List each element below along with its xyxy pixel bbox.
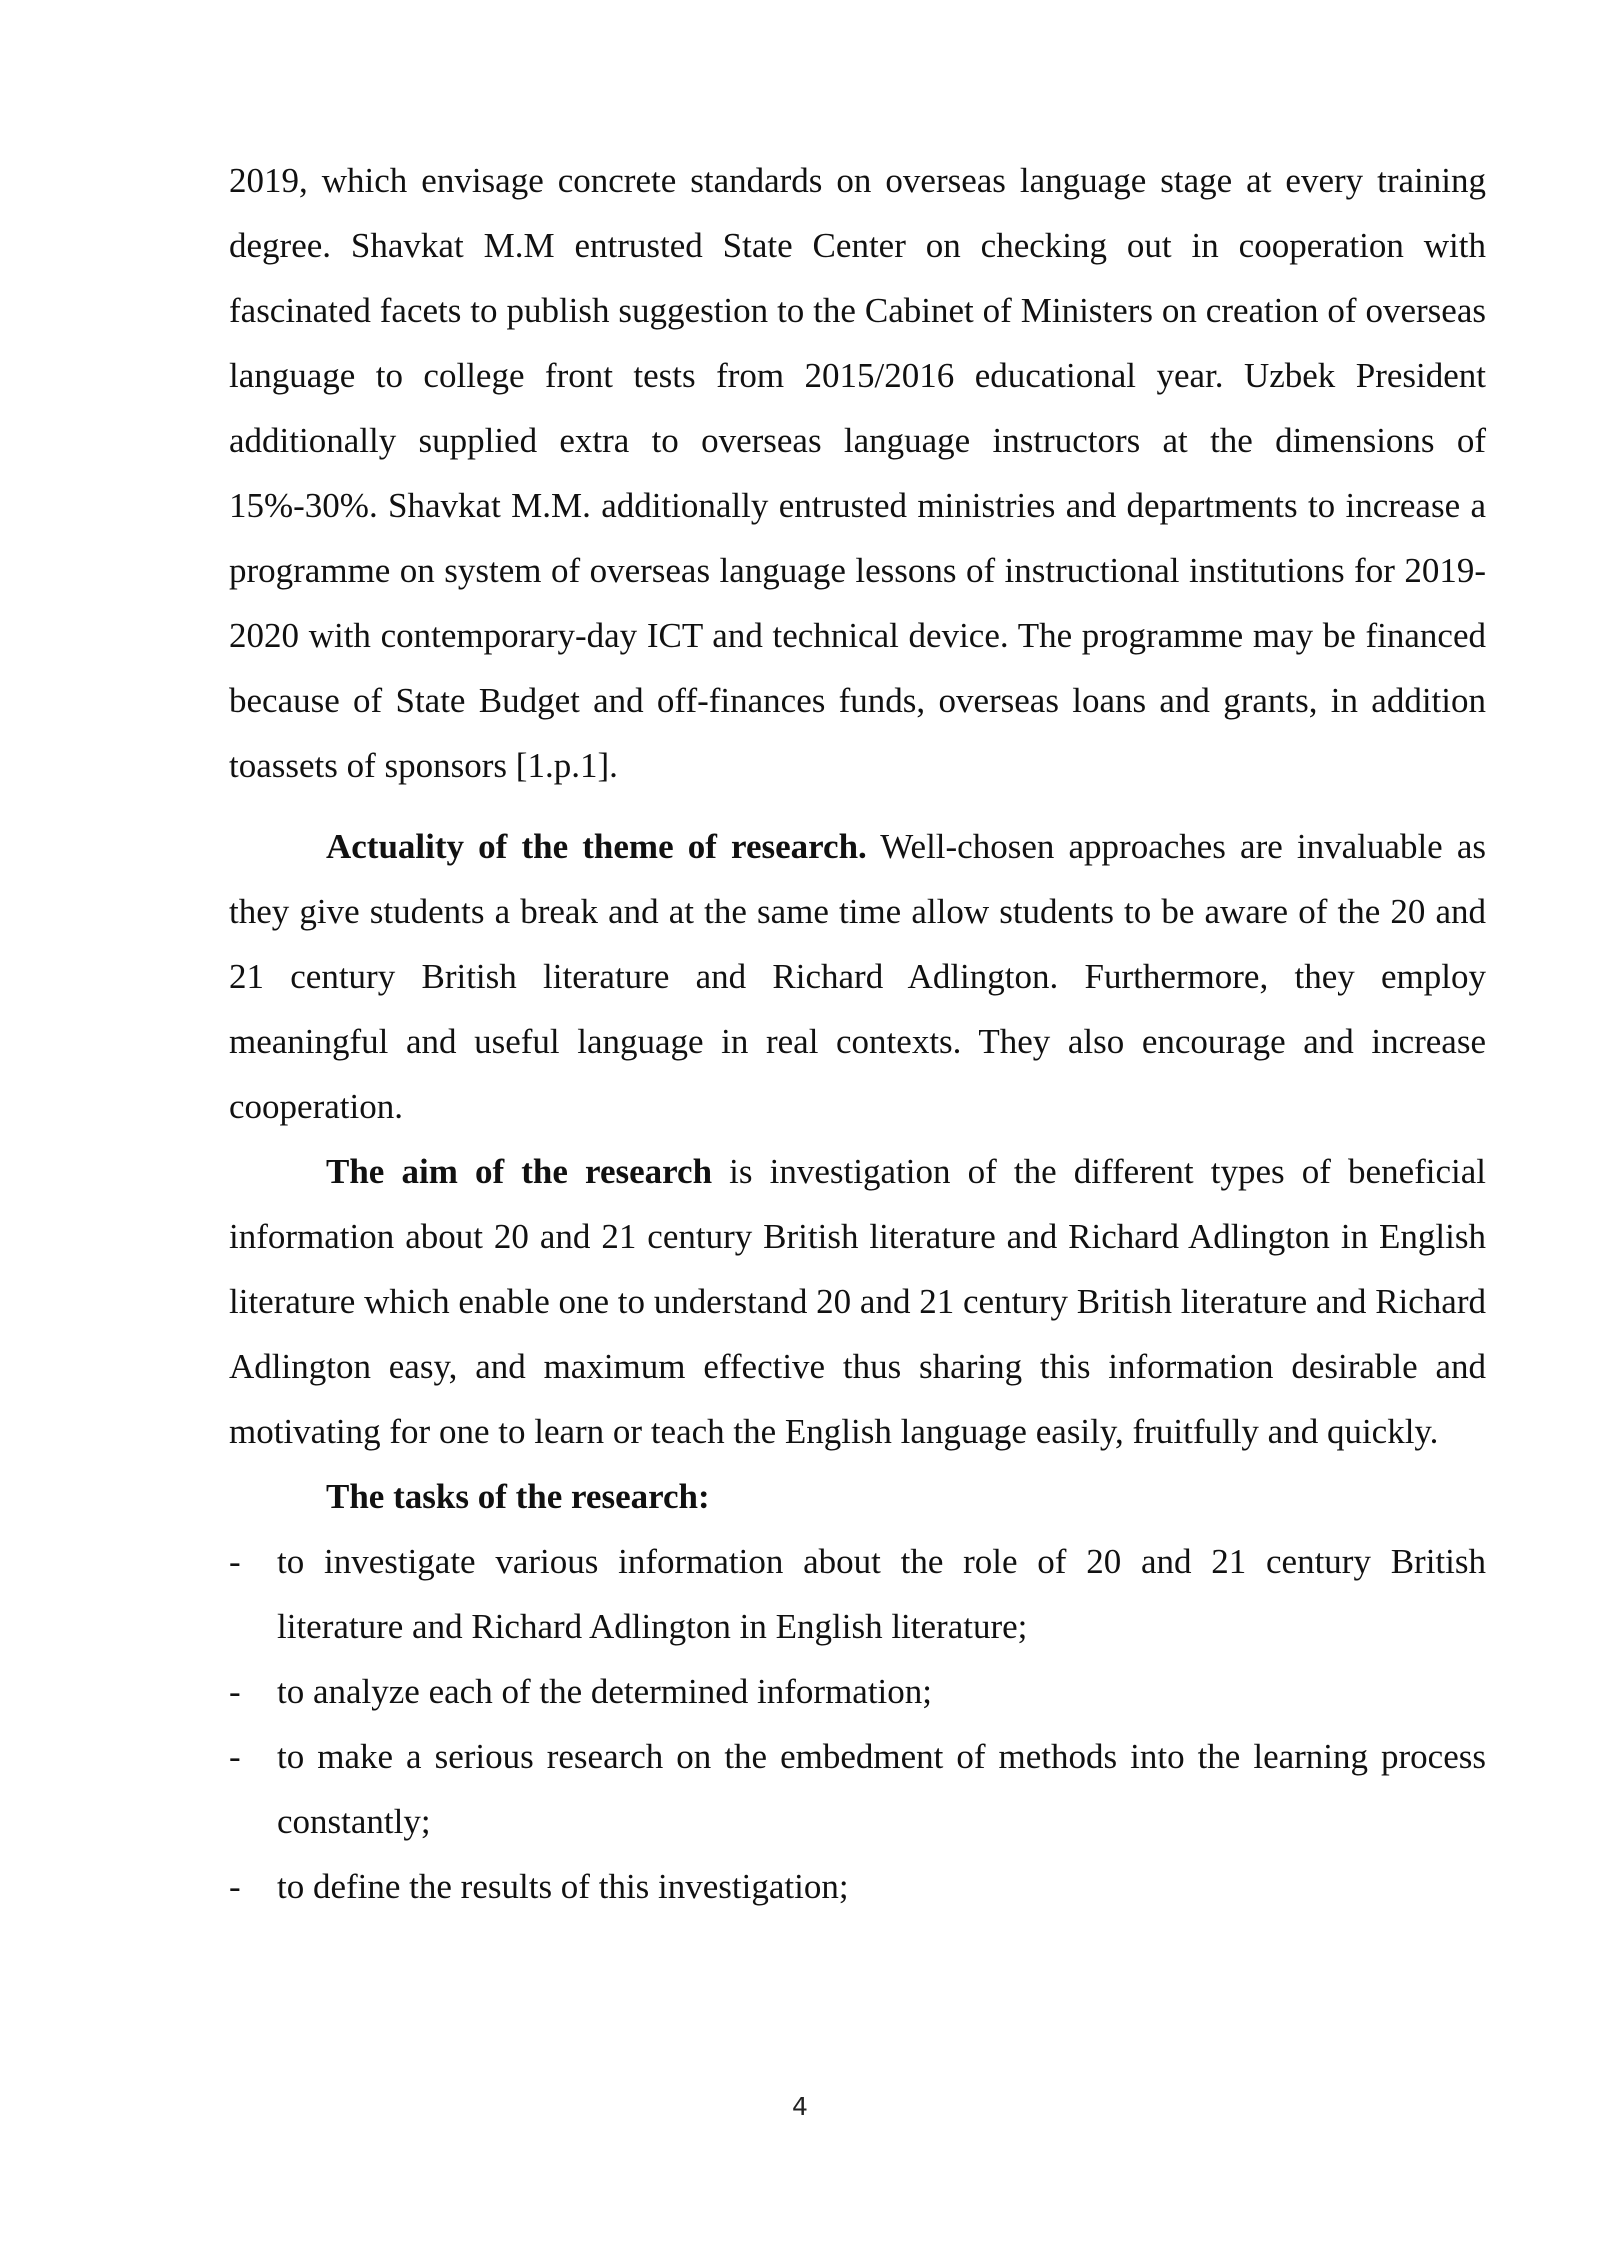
aim-text: is investigation of the different types of beneficial information about 20 and 21 century British literature and Richard Adlington in English literature which enable one to understand 20 and 21 century British literature and Richard Adlington easy, and maximum effective thus sharing this information desirable and motivating for one to learn or teach the English language easily, fruitfully and quickly.: [229, 1152, 1486, 1451]
task-text: to analyze each of the determined information;: [277, 1672, 933, 1711]
task-text: to investigate various information about the role of 20 and 21 century British literature and Richard Adlington in English literature;: [277, 1542, 1486, 1646]
page-body: [229, 148, 1486, 1919]
task-item: [229, 1724, 1486, 1854]
paragraph-actuality: [229, 814, 1486, 1139]
task-item: [229, 1659, 1486, 1724]
page-number: 4: [792, 2092, 808, 2121]
task-item: [229, 1854, 1486, 1919]
actuality-heading: Actuality of the theme of research.: [326, 827, 867, 866]
task-dash: -: [229, 1867, 241, 1906]
task-text: to make a serious research on the embedment of methods into the learning process constantly;: [277, 1737, 1486, 1841]
paragraph-tasks-heading: [229, 1464, 1486, 1529]
task-dash: -: [229, 1672, 241, 1711]
task-dash: -: [229, 1542, 241, 1581]
actuality-text: Well-chosen approaches are invaluable as they give students a break and at the same time allow students to be aware of the 20 and 21 century British literature and Richard Adlington. Furthermore, they employ meaningful and useful language in real contexts. They also encourage and increase cooperation.: [229, 827, 1486, 1126]
aim-heading: The aim of the research: [326, 1152, 713, 1191]
task-text: to define the results of this investigation;: [277, 1867, 849, 1906]
paragraph-aim: [229, 1139, 1486, 1464]
tasks-heading: The tasks of the research:: [326, 1477, 710, 1516]
task-dash: -: [229, 1737, 241, 1776]
paragraph-intro: 2019, which envisage concrete standards on overseas language stage at every training degree. Shavkat M.M entrusted State Center on checking out in cooperation with fascinated facets to publish suggestion to the Cabinet of Ministers on creation of overseas language to college front tests from 2015/2016 educational year. Uzbek President additionally supplied extra to overseas language instructors at the dimensions of 15%-30%. Shavkat M.M. additionally entrusted ministries and departments to increase a programme on system of overseas language lessons of instructional institutions for 2019-2020 with contemporary-day ICT and technical device. The programme may be financed because of State Budget and off-finances funds, overseas loans and grants, in addition toassets of sponsors [1.p.1].: [229, 161, 1486, 785]
task-item: [229, 1529, 1486, 1659]
tasks-list: [229, 1529, 1486, 1919]
